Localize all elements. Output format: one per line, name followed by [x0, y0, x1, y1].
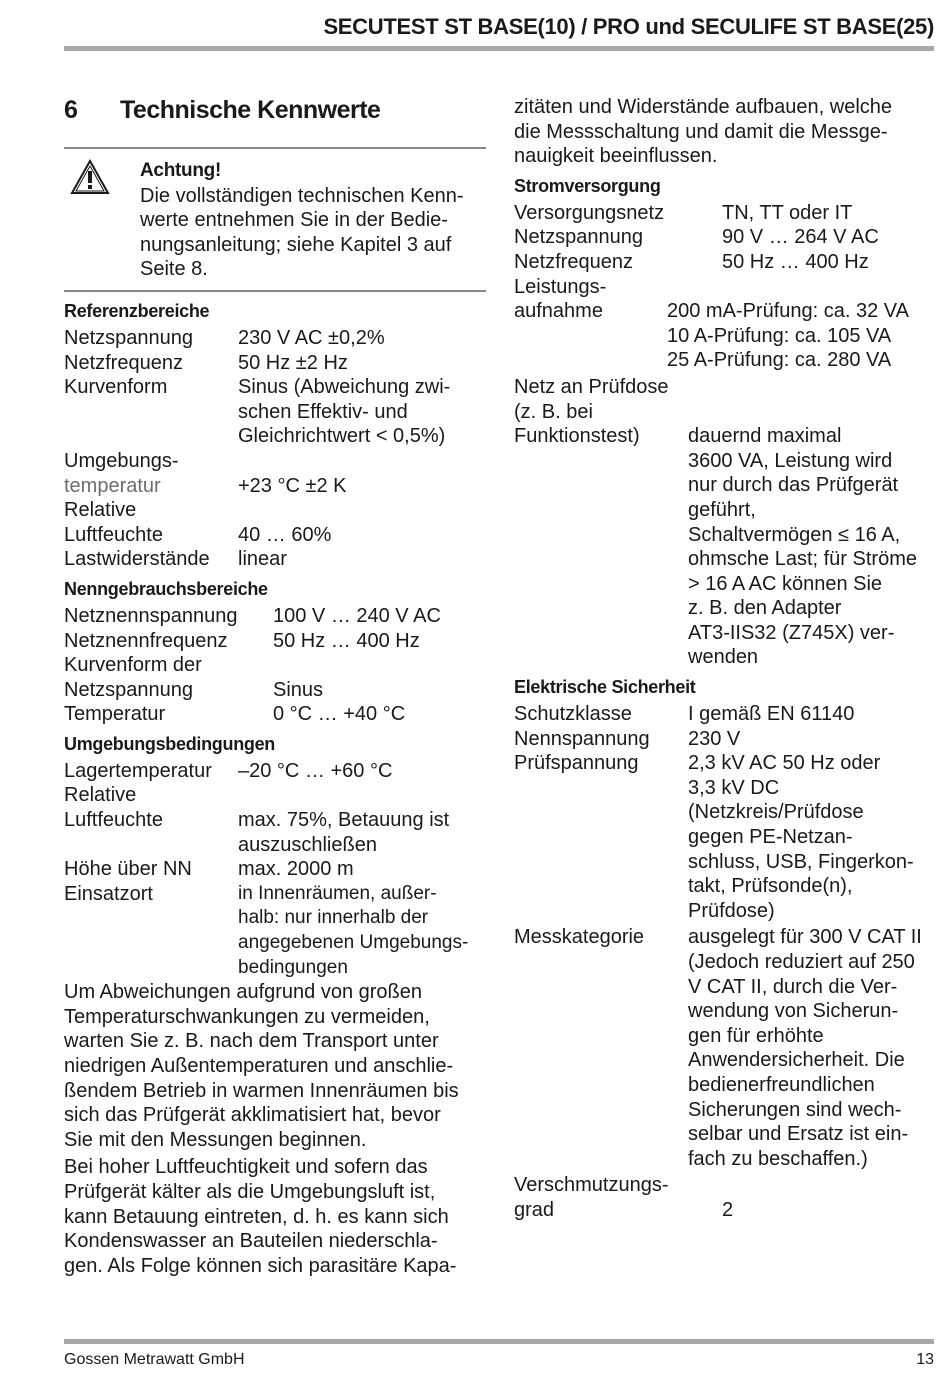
value-line: Sicherungen sind wech-	[688, 1098, 902, 1121]
spec-row	[64, 702, 486, 727]
subheading-elektrische-sicherheit: Elektrische Sicherheit	[514, 677, 696, 698]
spec-row	[64, 759, 486, 784]
value-line: ohmsche Last; für Ströme	[688, 548, 917, 571]
warning-triangle-icon	[64, 159, 140, 282]
key-line: Netz an Prüfdose	[514, 375, 669, 398]
spec-value: 50 Hz … 400 Hz	[273, 629, 420, 652]
para-line: Bei hoher Luftfeuchtigkeit und sofern das	[64, 1156, 428, 1179]
right-column	[514, 95, 944, 1223]
value-line: Sinus (Abweichung zwi-	[238, 376, 451, 399]
spec-key	[64, 449, 238, 498]
key-line: Funktionstest)	[514, 425, 640, 448]
para-line: die Messschaltung und damit die Messge-	[514, 120, 888, 143]
value-line: 3,3 kV DC	[688, 776, 780, 799]
spec-row	[64, 498, 486, 547]
value-line: (Netzkreis/Prüfdose	[688, 801, 864, 824]
value-line: Schaltvermögen ≤ 16 A,	[688, 523, 901, 546]
spec-row	[514, 250, 944, 275]
section-title: Technische Kennwerte	[120, 96, 381, 124]
subheading-umgebungsbedingungen: Umgebungsbedingungen	[64, 733, 275, 754]
spec-key: Einsatzort	[64, 882, 153, 905]
key-line: temperatur	[64, 474, 161, 497]
spec-value: linear	[238, 548, 287, 571]
spec-value: 50 Hz … 400 Hz	[722, 250, 869, 273]
spec-value	[238, 449, 486, 498]
value-text: +23 °C ±2 K	[238, 474, 347, 497]
spec-row	[514, 225, 944, 250]
para-line: kann Betauung eintreten, d. h. es kann sich	[64, 1205, 449, 1228]
spec-key: Lastwiderstände	[64, 548, 210, 571]
spec-row	[64, 882, 486, 980]
spec-row	[514, 925, 944, 1171]
spec-value	[238, 498, 486, 547]
spec-key	[514, 275, 667, 373]
spec-key	[514, 1173, 722, 1222]
spec-key: Nennspannung	[514, 727, 650, 750]
value-line: 2,3 kV AC 50 Hz oder	[688, 752, 881, 775]
value-line: halb: nur innerhalb der	[238, 907, 429, 929]
value-line: > 16 A AC können Sie	[688, 572, 883, 595]
value-line: selbar und Ersatz ist ein-	[688, 1123, 909, 1146]
spec-row	[64, 783, 486, 857]
spec-row	[514, 275, 944, 373]
value-line: auszuschließen	[238, 833, 377, 856]
warning-title: Achtung!	[140, 160, 221, 181]
spec-row	[64, 326, 486, 351]
spec-value: 230 V	[688, 727, 741, 750]
key-line: Relative	[64, 784, 137, 807]
value-text: 40 … 60%	[238, 523, 332, 546]
spec-row	[64, 547, 486, 572]
key-line: (z. B. bei	[514, 400, 593, 423]
value-line: takt, Prüfsonde(n),	[688, 875, 853, 898]
value-line: 25 A-Prüfung: ca. 280 VA	[667, 349, 892, 372]
value-line: wenden	[688, 646, 759, 669]
key-line: Luftfeuchte	[64, 523, 163, 546]
spec-key: Schutzklasse	[514, 703, 632, 726]
key-line: Netzspannung	[64, 678, 193, 701]
warning-line: Seite 8.	[140, 258, 208, 281]
value-line: bedienerfreundlichen	[688, 1073, 875, 1096]
spec-row	[514, 751, 944, 923]
value-line: angegebenen Umgebungs-	[238, 932, 469, 954]
spec-key	[64, 653, 273, 702]
spec-row	[64, 351, 486, 376]
value-line: geführt,	[688, 498, 756, 521]
value-text: Sinus	[273, 678, 324, 701]
para-line: warten Sie z. B. nach dem Transport unter	[64, 1030, 439, 1053]
spec-row	[64, 653, 486, 702]
value-line: fach zu beschaffen.)	[688, 1147, 868, 1170]
warning-text	[140, 159, 464, 282]
value-line: V CAT II, durch die Ver-	[688, 975, 898, 998]
spec-key: Temperatur	[64, 703, 166, 726]
spec-key: Messkategorie	[514, 926, 645, 949]
value-line: gegen PE-Netzan-	[688, 826, 853, 849]
value-line: 200 mA-Prüfung: ca. 32 VA	[667, 300, 909, 323]
value-line: 3600 VA, Leistung wird	[688, 449, 893, 472]
key-line: Umgebungs-	[64, 449, 179, 472]
value-line: Prüfdose)	[688, 899, 775, 922]
warning-line: Die vollständigen technischen Kenn-	[140, 184, 464, 207]
spec-key: Netznennfrequenz	[64, 629, 228, 652]
spec-value: 230 V AC ±0,2%	[238, 326, 385, 349]
section-number: 6	[64, 96, 78, 124]
spec-key: Lagertemperatur	[64, 759, 212, 782]
spec-key: Netzspannung	[64, 326, 193, 349]
value-line: dauernd maximal	[688, 425, 842, 448]
spec-value: I gemäß EN 61140	[688, 703, 855, 726]
spec-value: max. 2000 m	[238, 858, 354, 881]
footer-company: Gossen Metrawatt GmbH	[64, 1351, 245, 1368]
key-line: Relative	[64, 499, 137, 522]
value-line: schen Effektiv- und	[238, 400, 408, 423]
value-line: nur durch das Prüfgerät	[688, 474, 899, 497]
key-line: aufnahme	[514, 300, 603, 323]
spec-value: 0 °C … +40 °C	[273, 703, 406, 726]
subheading-referenzbereiche: Referenzbereiche	[64, 300, 210, 321]
value-line: bedingungen	[238, 956, 348, 978]
value-line: gen für erhöhte	[688, 1024, 824, 1047]
spec-row	[514, 727, 944, 752]
section-heading	[64, 95, 486, 125]
spec-key: Netznennspannung	[64, 604, 238, 627]
spec-row	[514, 1173, 944, 1222]
value-line: Anwendersicherheit. Die	[688, 1049, 905, 1072]
spec-row	[514, 375, 944, 670]
warning-box	[64, 147, 486, 292]
spec-row	[64, 604, 486, 629]
para-line: sich das Prüfgerät akklimatisiert hat, bevor	[64, 1104, 441, 1127]
subheading-stromversorgung: Stromversorgung	[514, 175, 661, 196]
warning-line: werte entnehmen Sie in der Bedie-	[140, 209, 448, 232]
spec-value	[238, 882, 486, 980]
value-line: Gleichrichtwert < 0,5%)	[238, 425, 446, 448]
value-line: 10 A-Prüfung: ca. 105 VA	[667, 324, 892, 347]
value-text: 2	[722, 1198, 734, 1221]
spec-value	[688, 925, 944, 1171]
spec-value	[722, 1173, 944, 1222]
spec-key: Prüfspannung	[514, 752, 639, 775]
para-line: Temperaturschwankungen zu vermeiden,	[64, 1005, 430, 1028]
paragraph-continuation	[514, 95, 944, 169]
para-line: Sie mit den Messungen beginnen.	[64, 1128, 367, 1151]
paragraph-temperature	[64, 980, 486, 1152]
document-header-title: SECUTEST ST BASE(10) / PRO und SECULIFE ST BASE(25)	[323, 14, 934, 39]
spec-row	[64, 629, 486, 654]
para-line: nauigkeit beeinflussen.	[514, 145, 718, 168]
warning-line: nungsanleitung; siehe Kapitel 3 auf	[140, 233, 452, 256]
spec-key: Versorgungsnetz	[514, 201, 665, 224]
spec-value	[273, 653, 486, 702]
spec-row	[64, 449, 486, 498]
spec-key: Höhe über NN	[64, 858, 192, 881]
left-column	[64, 95, 486, 1281]
value-line: max. 75%, Betauung ist	[238, 809, 450, 832]
spec-value: 90 V … 264 V AC	[722, 226, 879, 249]
spec-row	[514, 702, 944, 727]
spec-row	[64, 857, 486, 882]
value-line: z. B. den Adapter	[688, 597, 842, 620]
para-line: Prüfgerät kälter als die Umgebungsluft ist,	[64, 1180, 436, 1203]
para-line: zitäten und Widerstände aufbauen, welche	[514, 96, 893, 118]
spec-value: 50 Hz ±2 Hz	[238, 351, 348, 374]
spec-key	[64, 498, 238, 547]
paragraph-humidity	[64, 1155, 486, 1278]
spec-value	[238, 375, 486, 449]
spec-value	[688, 375, 944, 670]
spec-key: Netzfrequenz	[514, 250, 633, 273]
value-line: schluss, USB, Fingerkon-	[688, 850, 914, 873]
spec-key	[64, 783, 238, 857]
value-line: ausgelegt für 300 V CAT II	[688, 926, 922, 949]
spec-value	[667, 275, 944, 373]
spec-row	[64, 375, 486, 449]
spec-row	[514, 201, 944, 226]
spec-key: Kurvenform	[64, 376, 168, 399]
key-line: Verschmutzungs-	[514, 1174, 669, 1197]
key-line: Leistungs-	[514, 275, 607, 298]
spec-value	[238, 783, 486, 857]
value-line: (Jedoch reduziert auf 250	[688, 951, 915, 973]
para-line: Um Abweichungen aufgrund von großen	[64, 981, 423, 1004]
spec-value: 100 V … 240 V AC	[273, 604, 441, 627]
value-line: wendung von Sicherun-	[688, 1000, 899, 1023]
para-line: gen. Als Folge können sich parasitäre Kapa-	[64, 1254, 457, 1277]
spec-key: Netzspannung	[514, 226, 643, 249]
para-line: niedrigen Außentemperaturen und anschlie-	[64, 1055, 454, 1077]
para-line: ßendem Betrieb in warmen Innenräumen bis	[64, 1079, 459, 1102]
spec-value	[688, 751, 944, 923]
spec-value: –20 °C … +60 °C	[238, 759, 393, 782]
footer-page-number: 13	[916, 1351, 934, 1368]
header-rule	[64, 46, 934, 51]
key-line: grad	[514, 1198, 555, 1221]
para-line: Kondenswasser an Bauteilen niederschla-	[64, 1230, 438, 1253]
spec-value: TN, TT oder IT	[722, 201, 853, 224]
spec-key	[514, 375, 688, 670]
spec-key: Netzfrequenz	[64, 351, 183, 374]
key-line: Luftfeuchte	[64, 809, 163, 832]
subheading-nenngebrauchsbereiche: Nenngebrauchsbereiche	[64, 578, 268, 599]
footer-rule	[64, 1339, 934, 1344]
value-line: AT3-IIS32 (Z745X) ver-	[688, 621, 895, 644]
key-line: Kurvenform der	[64, 654, 202, 677]
value-line: in Innenräumen, außer-	[238, 882, 437, 904]
